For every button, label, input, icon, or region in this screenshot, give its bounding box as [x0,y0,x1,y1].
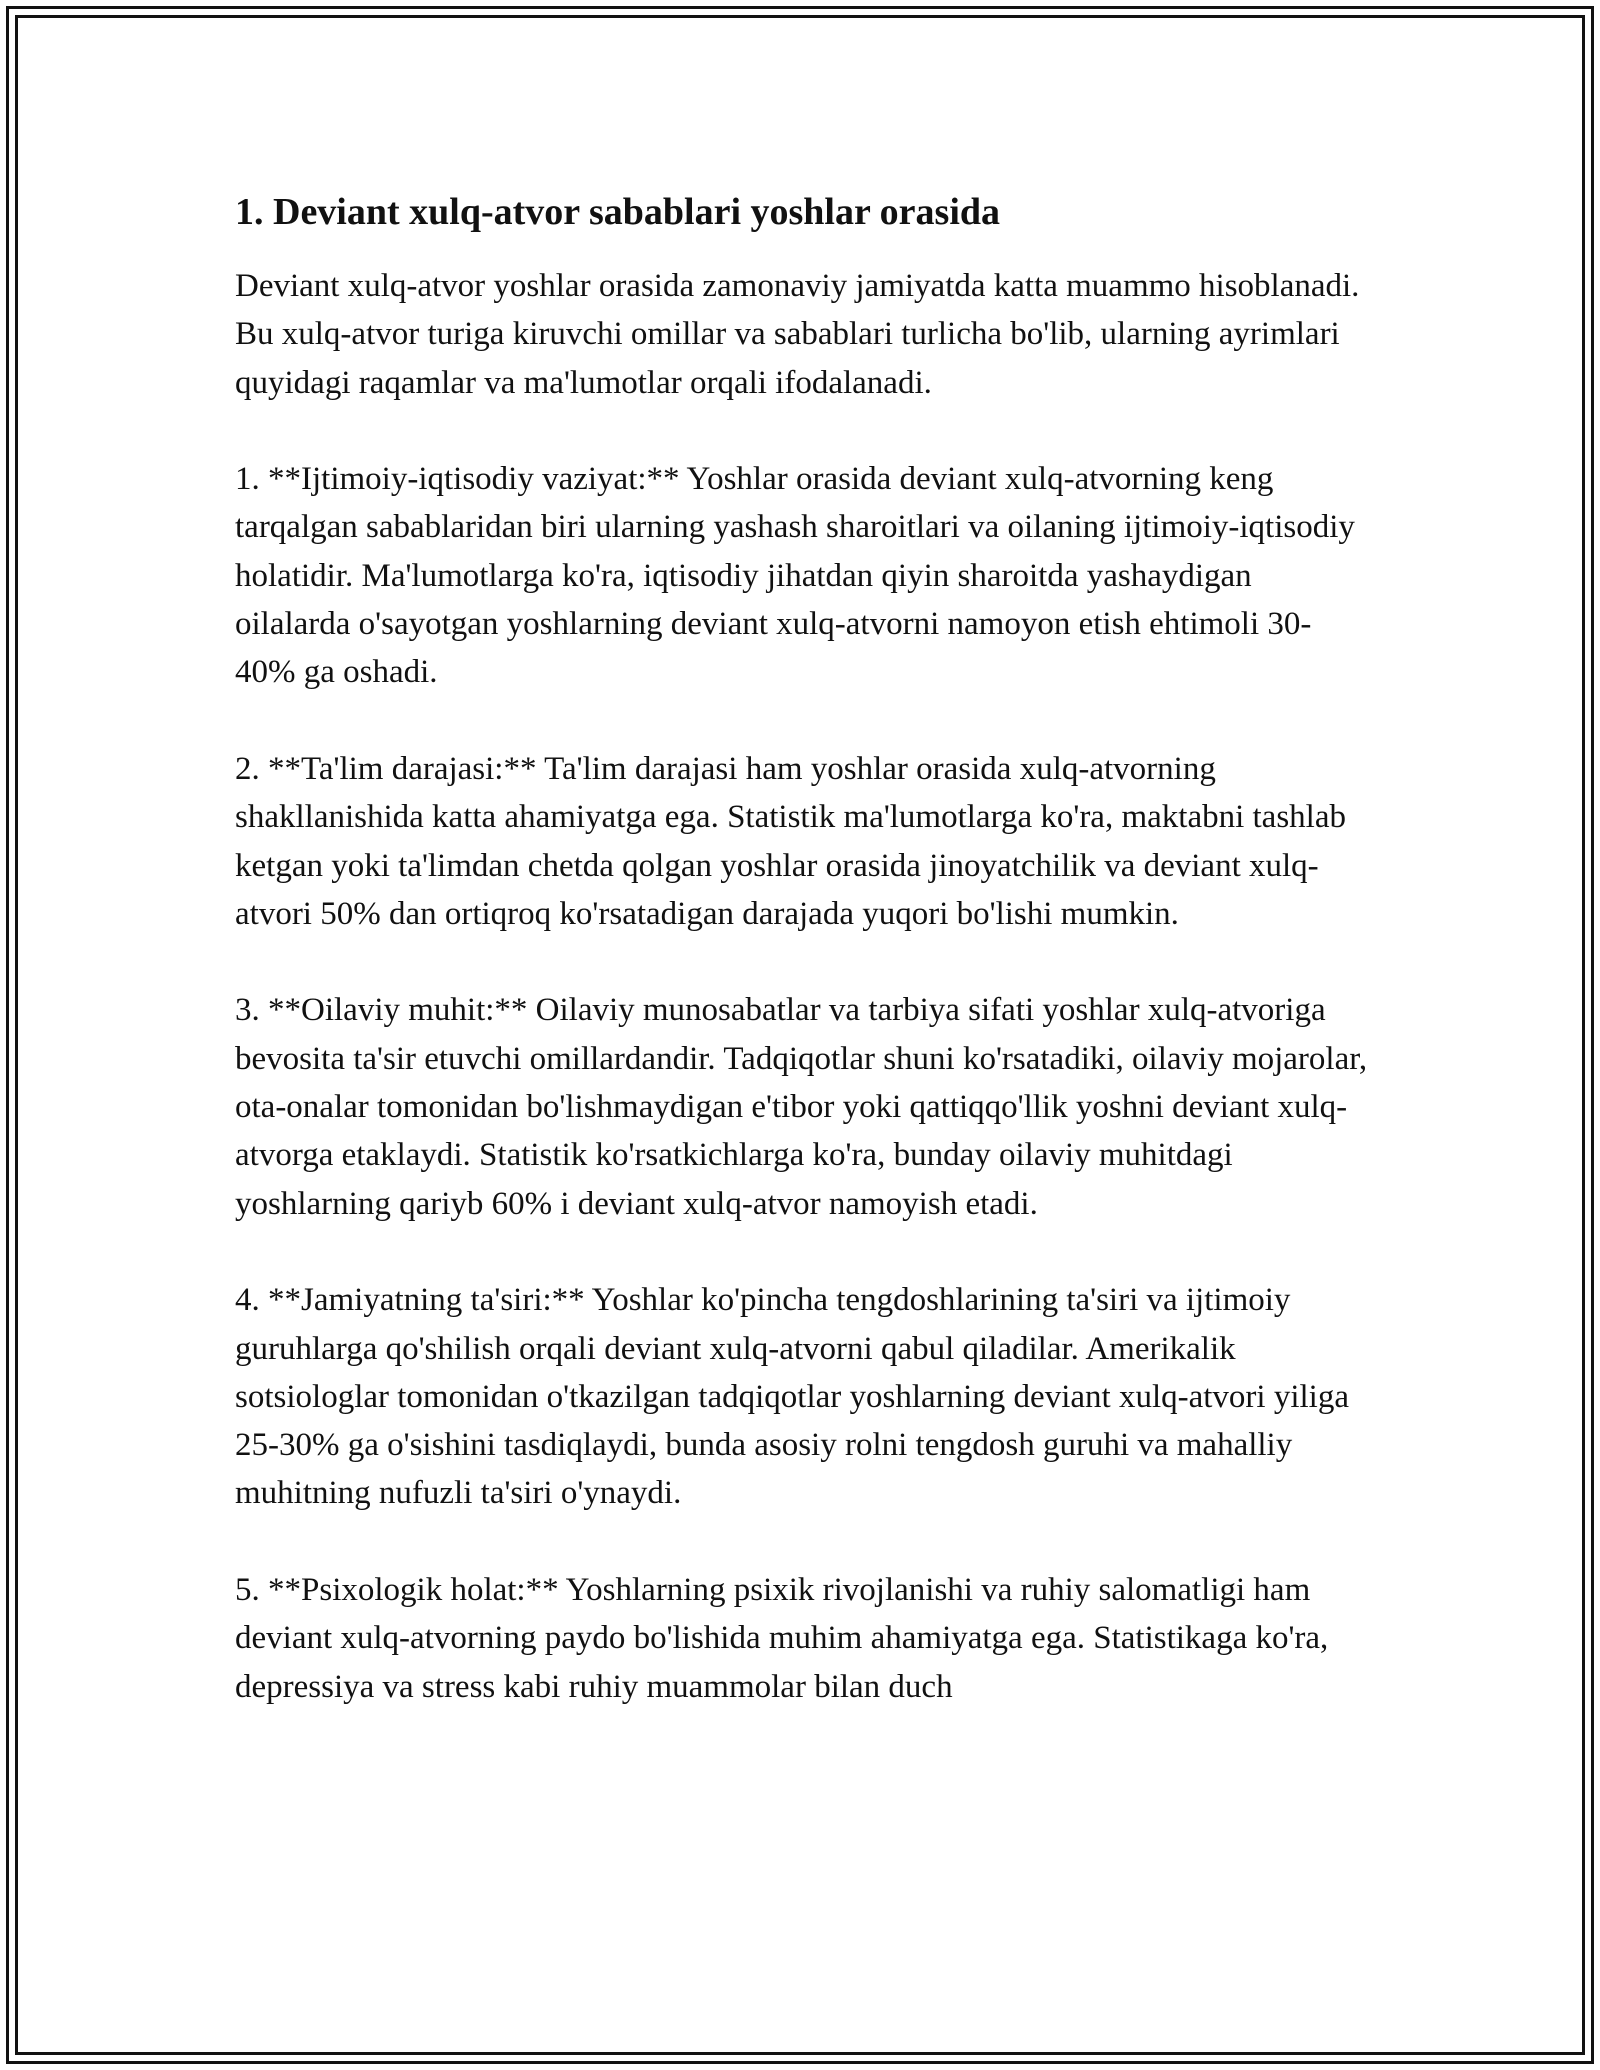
intro-paragraph: Deviant xulq-atvor yoshlar orasida zamonaviy jamiyatda katta muammo hisoblanadi. Bu xulq-atvor turiga kiruvchi omillar va sabablari turlicha bo'lib, ularning ayrimlari quyidagi raqamlar va ma'lumotlar orqali ifodalanadi. [235,268,1360,401]
document-text [235,262,1370,1711]
document-body [235,186,1370,1759]
paragraph-socioeconomic: 1. **Ijtimoiy-iqtisodiy vaziyat:** Yoshlar orasida deviant xulq-atvorning keng tarqalgan sabablaridan biri ularning yashash sharoitlari va oilaning ijtimoiy-iqtisodiy holatidir. Ma'lumotlarga ko'ra, iqtisodiy jihatdan qiyin sharoitda yashaydigan oilalarda o'sayotgan yoshlarning deviant xulq-atvorni namoyon etish ehtimoli 30-40% ga oshadi. [235,461,1355,691]
paragraph-family: 3. **Oilaviy muhit:** Oilaviy munosabatlar va tarbiya sifati yoshlar xulq-atvoriga bevosita ta'sir etuvchi omillardandir. Tadqiqotlar shuni ko'rsatadiki, oilaviy mojarolar, ota-onalar tomonidan bo'lishmaydigan e'tibor yoki qattiqqo'llik yoshni deviant xulq-atvorga etaklaydi. Statistik ko'rsatkichlarga ko'ra, bunday oilaviy muhitdagi yoshlarning qariyb 60% i deviant xulq-atvor namoyish etadi. [235,992,1368,1222]
paragraph-psychology: 5. **Psixologik holat:** Yoshlarning psixik rivojlanishi va ruhiy salomatligi ham deviant xulq-atvorning paydo bo'lishida muhim ahamiyatga ega. Statistikaga ko'ra, depressiya va stress kabi ruhiy muammolar bilan duch [235,1572,1329,1705]
document-title: 1. Deviant xulq-atvor sabablari yoshlar orasida [235,191,1001,233]
paragraph-society: 4. **Jamiyatning ta'siri:** Yoshlar ko'pincha tengdoshlarining ta'siri va ijtimoiy guruhlarga qo'shilish orqali deviant xulq-atvorni qabul qiladilar. Amerikalik sotsiologlar tomonidan o'tkazilgan tadqiqotlar yoshlarning deviant xulq-atvori yiliga 25-30% ga o'sishini tasdiqlaydi, bunda asosiy rolni tengdosh guruhi va mahalliy muhitning nufuzli ta'siri o'ynaydi. [235,1282,1349,1512]
paragraph-education: 2. **Ta'lim darajasi:** Ta'lim darajasi ham yoshlar orasida xulq-atvorning shakllanishida katta ahamiyatga ega. Statistik ma'lumotlarga ko'ra, maktabni tashlab ketgan yoki ta'limdan chetda qolgan yoshlar orasida jinoyatchilik va deviant xulq-atvori 50% dan ortiqroq ko'rsatadigan darajada yuqori bo'lishi mumkin. [235,750,1346,932]
